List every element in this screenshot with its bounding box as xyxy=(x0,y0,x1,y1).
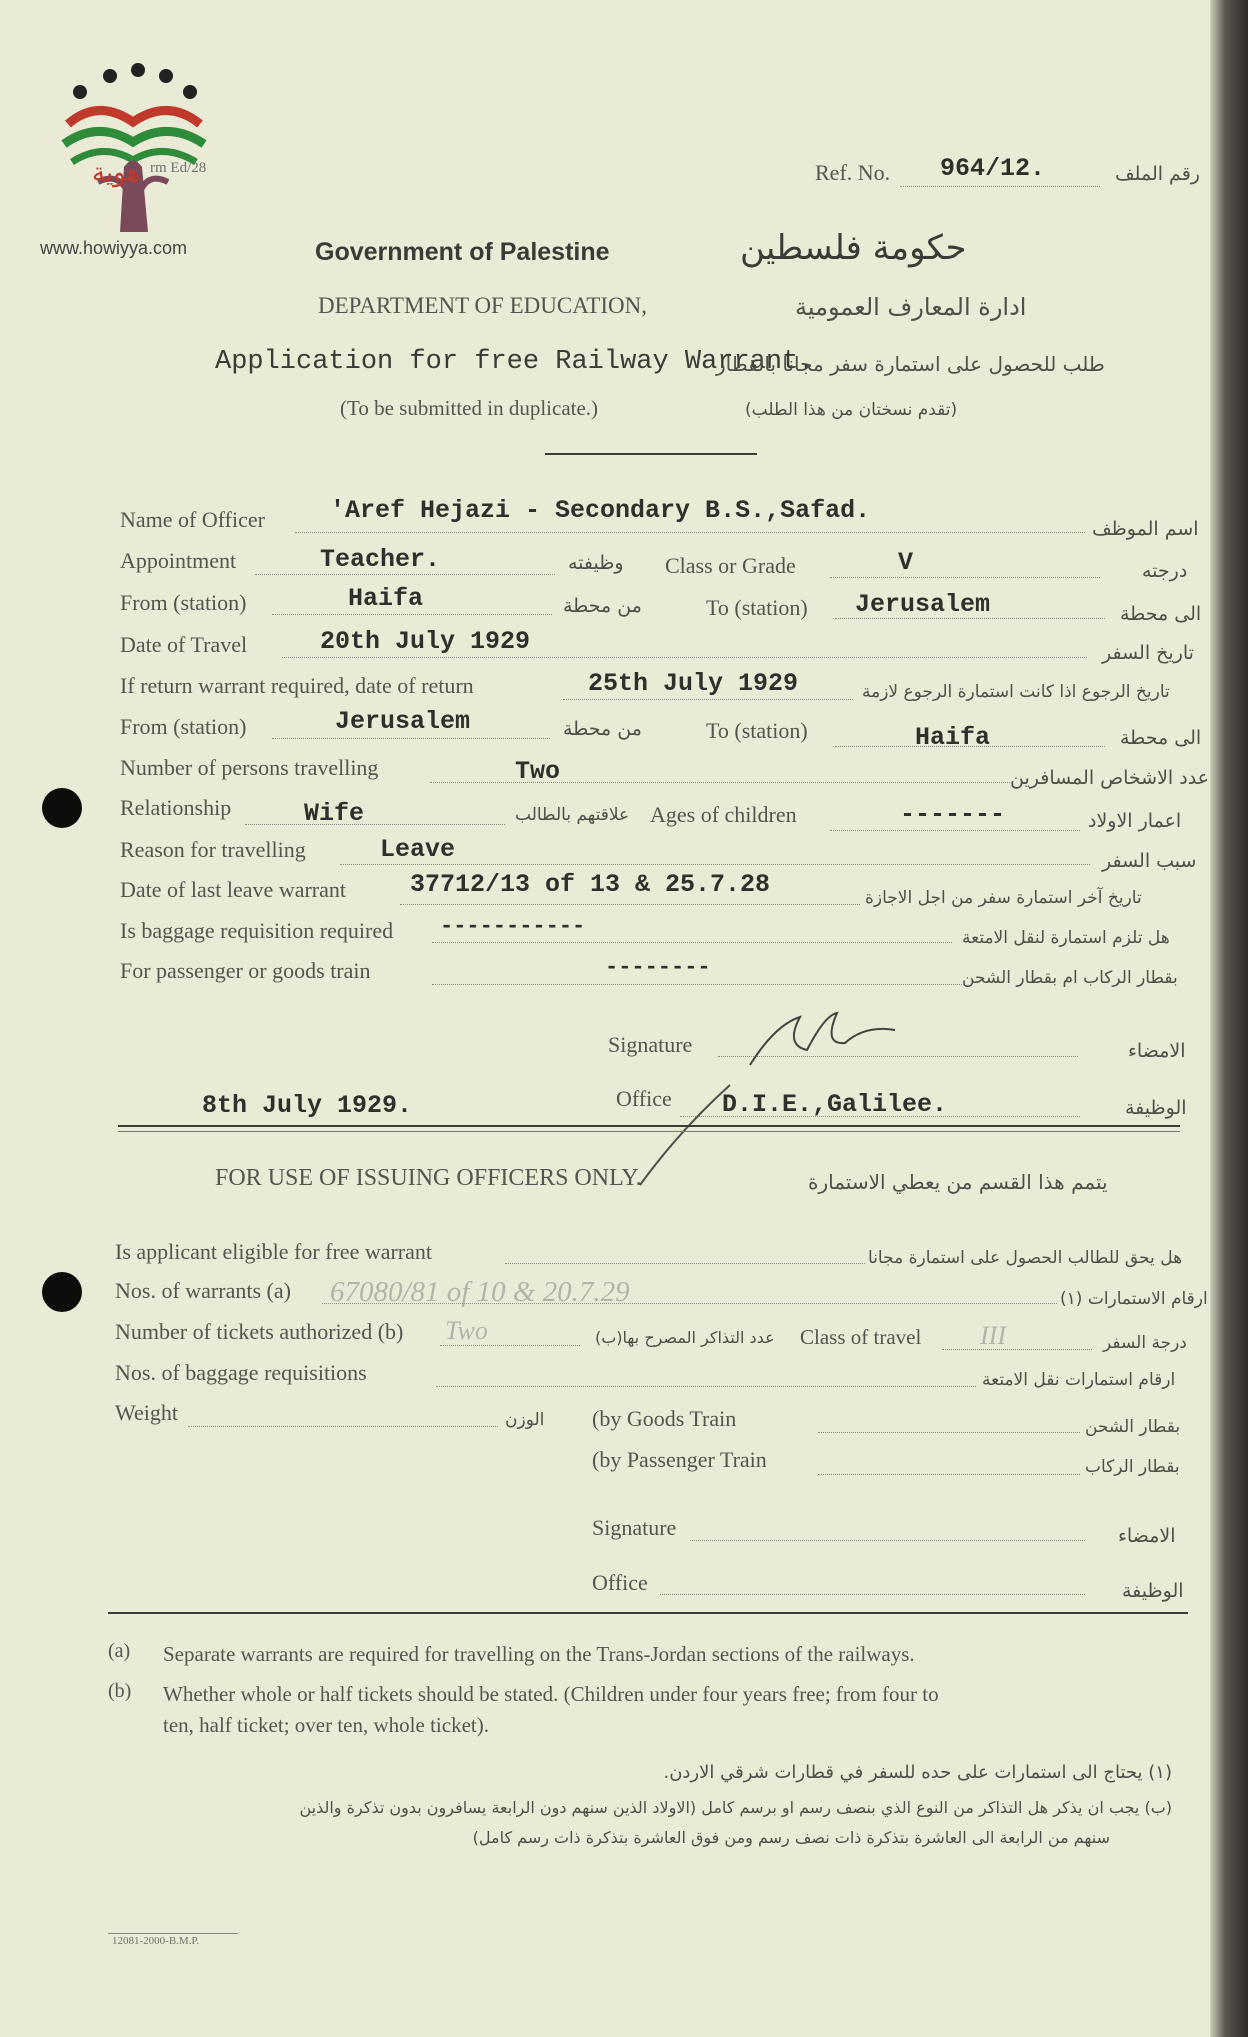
baggage-nos-label-ar: ارقام استمارات نقل الامتعة xyxy=(982,1370,1176,1390)
baggage-value: ----------- xyxy=(440,914,586,939)
application-title: Application for free Railway Warrant. xyxy=(215,347,815,377)
from-station-label-ar: من محطة xyxy=(563,595,642,617)
warrant-nos-label-ar: ارقام الاستمارات (١) xyxy=(1060,1289,1208,1309)
government-title-ar: حكومة فلسطين xyxy=(740,228,967,268)
handwritten-signature xyxy=(745,1005,905,1075)
weight-label: Weight xyxy=(115,1400,178,1425)
punch-hole-top xyxy=(42,788,82,828)
application-title-ar: طلب للحصول على استمارة سفر مجانا بالقطار xyxy=(716,352,1105,376)
signature-label-ar: الامضاء xyxy=(1128,1040,1186,1062)
return-from-station-value: Jerusalem xyxy=(335,707,471,736)
relationship-label-ar: علاقتهم بالطالب xyxy=(515,805,630,825)
return-to-station-label: To (station) xyxy=(706,718,808,743)
duplicate-note: (To be submitted in duplicate.) xyxy=(340,396,599,420)
baggage-nos-label: Nos. of baggage requisitions xyxy=(115,1360,367,1385)
signature-label: Signature xyxy=(608,1032,693,1057)
tickets-label-ar: عدد التذاكر المصرح بها(ب) xyxy=(595,1328,775,1347)
from-station-value: Haifa xyxy=(348,584,424,613)
last-leave-label: Date of last leave warrant xyxy=(120,877,346,902)
appointment-label: Appointment xyxy=(120,548,237,573)
office-value: D.I.E.,Galilee. xyxy=(722,1090,948,1119)
return-from-station-label-ar: من محطة xyxy=(563,718,642,740)
appointment-label-ar: وظيفته xyxy=(568,552,624,574)
train-type-label-ar: بقطار الركاب ام بقطار الشحن xyxy=(962,968,1178,988)
note-a-text: Separate warrants are required for travelling on the Trans-Jordan sections of the railways. xyxy=(163,1642,915,1666)
train-type-label: For passenger or goods train xyxy=(120,958,371,983)
passenger-train-label: (by Passenger Train xyxy=(592,1447,767,1472)
printer-code: 12081-2000-B.M.P. xyxy=(112,1935,200,1947)
reason-value: Leave xyxy=(380,835,456,864)
duplicate-note-ar: (تقدم نسختان من هذا الطلب) xyxy=(745,400,958,420)
note-b-mark: (b) xyxy=(108,1680,132,1702)
form-number: rm Ed/28 xyxy=(150,160,207,176)
office-label-ar: الوظيفة xyxy=(1125,1097,1187,1119)
department-title-ar: ادارة المعارف العمومية xyxy=(795,293,1027,321)
travel-date-label: Date of Travel xyxy=(120,632,248,657)
note-b-text-2: ten, half ticket; over ten, whole ticket). xyxy=(163,1713,489,1737)
ref-label-ar: رقم الملف xyxy=(1115,163,1200,185)
to-station-label: To (station) xyxy=(706,595,808,620)
watermark-site: www.howiyya.com xyxy=(40,238,188,258)
train-type-value: -------- xyxy=(605,955,711,980)
logo-arabic-word: هوية xyxy=(92,158,141,188)
issuer-signature-label-ar: الامضاء xyxy=(1118,1525,1176,1547)
children-ages-label: Ages of children xyxy=(650,802,797,827)
reason-label: Reason for travelling xyxy=(120,837,306,862)
travel-class-label-ar: درجة السفر xyxy=(1103,1333,1187,1353)
baggage-label: Is baggage requisition required xyxy=(120,918,394,943)
baggage-label-ar: هل تلزم استمارة لنقل الامتعة xyxy=(962,928,1170,948)
return-to-station-value: Haifa xyxy=(915,723,991,752)
paper-edge-shadow xyxy=(1210,0,1248,2037)
children-ages-label-ar: اعمار الاولاد xyxy=(1088,810,1182,832)
note-b-text-1: Whether whole or half tickets should be stated. (Children under four years free; from four to xyxy=(163,1682,939,1706)
persons-label-ar: عدد الاشخاص المسافرين xyxy=(1010,767,1210,789)
issuer-office-label-ar: الوظيفة xyxy=(1122,1580,1184,1602)
warrant-nos-value: 67080/81 of 10 & 20.7.29 xyxy=(330,1276,630,1308)
note-a-mark: (a) xyxy=(108,1640,131,1662)
persons-label: Number of persons travelling xyxy=(120,755,379,780)
class-grade-value: V xyxy=(898,548,914,577)
last-leave-label-ar: تاريخ آخر استمارة سفر من اجل الاجازة xyxy=(865,888,1142,908)
appointment-value: Teacher. xyxy=(320,545,441,574)
officer-name-label: Name of Officer xyxy=(120,507,265,532)
goods-train-label: (by Goods Train xyxy=(592,1406,737,1431)
class-grade-label: Class or Grade xyxy=(665,553,796,578)
reason-label-ar: سبب السفر xyxy=(1102,850,1197,872)
class-grade-label-ar: درجته xyxy=(1142,560,1188,582)
punch-hole-bottom xyxy=(42,1272,82,1312)
issuer-office-label: Office xyxy=(592,1570,648,1595)
return-date-label: If return warrant required, date of return xyxy=(120,673,474,698)
tickets-value: Two xyxy=(445,1316,488,1345)
issuing-heading-ar: يتمم هذا القسم من يعطي الاستمارة xyxy=(808,1170,1108,1194)
to-station-value: Jerusalem xyxy=(855,590,991,619)
relationship-label: Relationship xyxy=(120,795,232,820)
to-station-label-ar: الى محطة xyxy=(1120,603,1202,625)
note-ar-1: (١) يحتاج الى استمارات على حده للسفر في قطارات شرقي الاردن. xyxy=(663,1762,1172,1783)
ref-label: Ref. No. xyxy=(815,160,891,185)
note-ar-2a: (ب) يجب ان يذكر هل التذاكر من النوع الذي بنصف رسم او برسم كامل (الاولاد الذين سنهم دون الرابعة يسافرون بدون تذكرة والذين xyxy=(299,1798,1172,1817)
department-title: DEPARTMENT OF EDUCATION, xyxy=(318,293,647,318)
from-station-label: From (station) xyxy=(120,590,247,615)
return-date-label-ar: تاريخ الرجوع اذا كانت استمارة الرجوع لازمة xyxy=(862,682,1170,702)
travel-class-value: III xyxy=(980,1321,1006,1350)
passenger-train-label-ar: بقطار الركاب xyxy=(1085,1457,1180,1477)
eligible-label: Is applicant eligible for free warrant xyxy=(115,1239,433,1264)
ref-value: 964/12. xyxy=(940,154,1046,183)
officer-name-label-ar: اسم الموظف xyxy=(1092,518,1199,540)
eligible-label-ar: هل يحق للطالب الحصول على استمارة مجانا xyxy=(868,1248,1183,1268)
weight-label-ar: الوزن xyxy=(505,1410,545,1430)
officer-name-value: 'Aref Hejazi - Secondary B.S.,Safad. xyxy=(330,496,871,525)
issuer-signature-label: Signature xyxy=(592,1515,677,1540)
return-to-station-label-ar: الى محطة xyxy=(1120,727,1202,749)
travel-date-value: 20th July 1929 xyxy=(320,627,531,656)
persons-value: Two xyxy=(515,757,561,786)
note-ar-2b: سنهم من الرابعة الى العاشرة بتذكرة ذات نصف رسم ومن فوق العاشرة بتذكرة ذات رسم كامل) xyxy=(472,1828,1110,1847)
children-ages-value: ------- xyxy=(900,800,1006,829)
government-title: Government of Palestine xyxy=(315,238,610,266)
issuing-heading: FOR USE OF ISSUING OFFICERS ONLY. xyxy=(215,1165,642,1191)
travel-date-label-ar: تاريخ السفر xyxy=(1102,642,1194,664)
travel-class-label: Class of travel xyxy=(800,1325,922,1349)
date-signed: 8th July 1929. xyxy=(202,1091,413,1120)
warrant-nos-label: Nos. of warrants (a) xyxy=(115,1278,291,1303)
last-leave-value: 37712/13 of 13 & 25.7.28 xyxy=(410,870,771,899)
return-from-station-label: From (station) xyxy=(120,714,247,739)
return-date-value: 25th July 1929 xyxy=(588,669,799,698)
goods-train-label-ar: بقطار الشحن xyxy=(1085,1417,1181,1437)
tickets-label: Number of tickets authorized (b) xyxy=(115,1319,404,1344)
relationship-value: Wife xyxy=(304,799,365,828)
howiyya-logo xyxy=(58,62,208,237)
office-label: Office xyxy=(616,1086,672,1111)
